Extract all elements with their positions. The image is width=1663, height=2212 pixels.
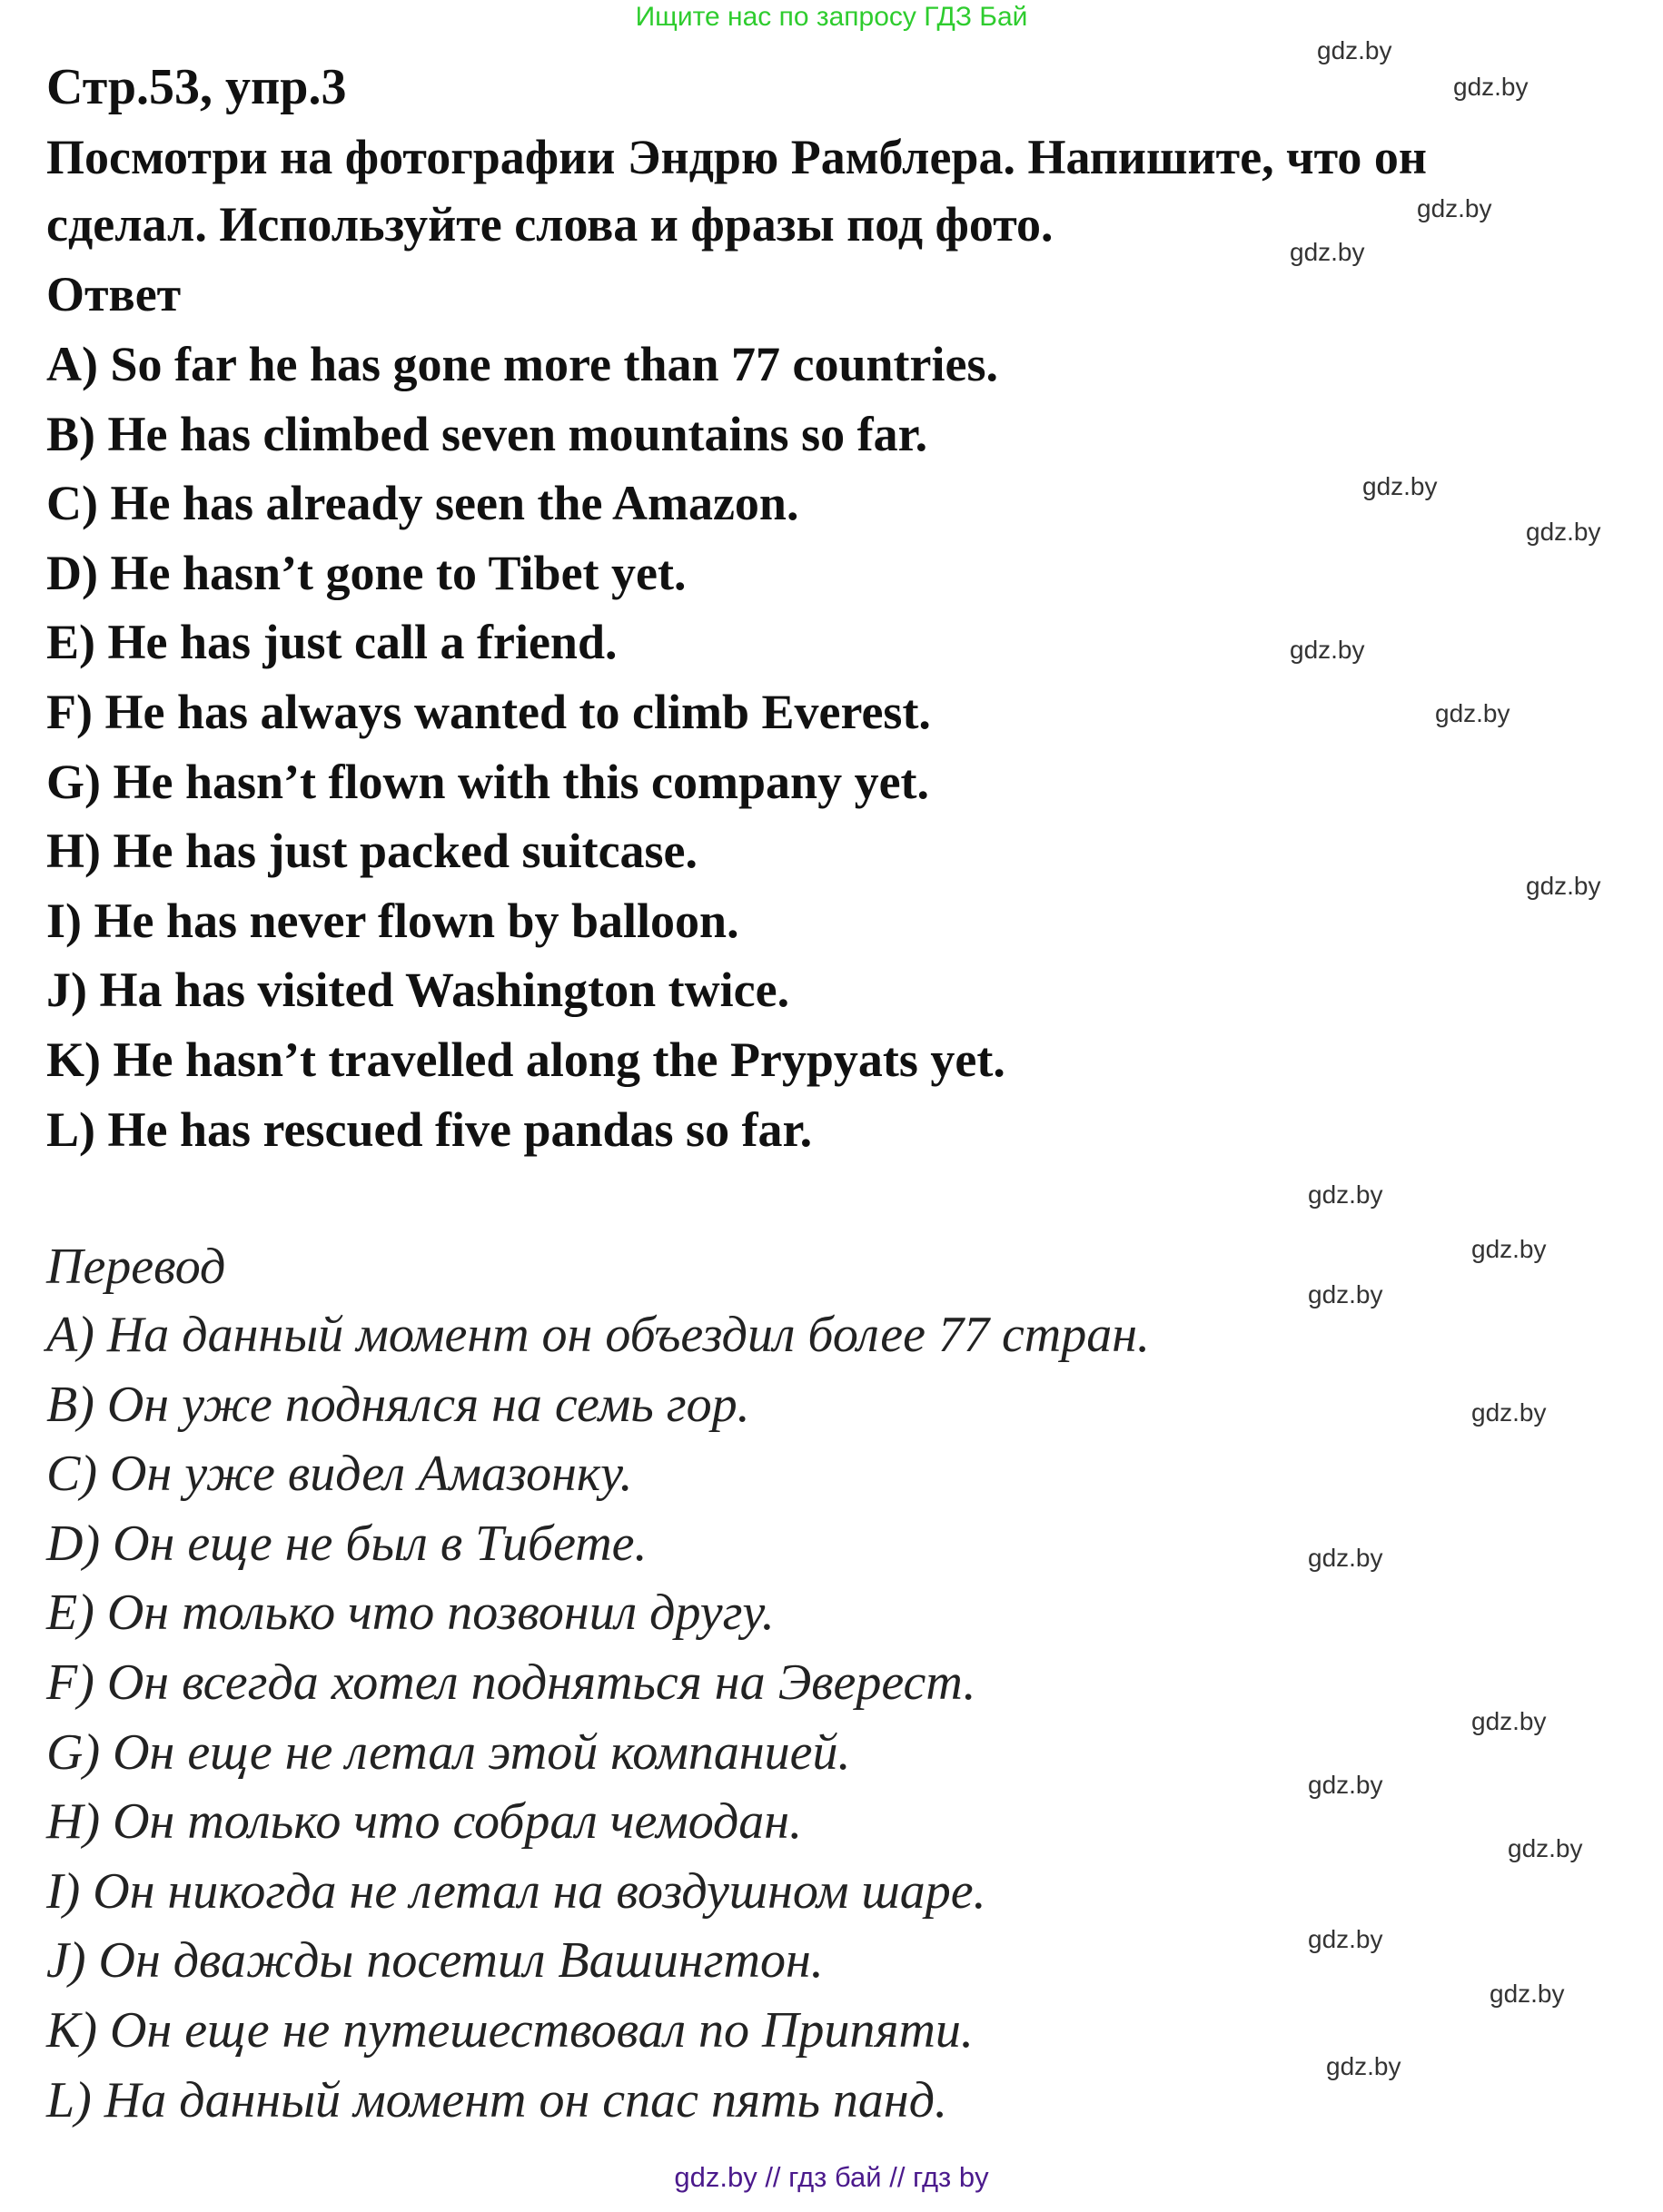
footer-links: gdz.by // гдз бай // гдз by [674,2161,989,2193]
translation-line: B) Он уже поднялся на семь гор. [46,1376,750,1433]
translation-line: E) Он только что позвонил другу. [46,1585,775,1642]
watermark: gdz.by [1317,36,1392,64]
translation-line: A) На данный момент он объездил более 77 стран. [46,1307,1151,1363]
watermark: gdz.by [1417,194,1492,222]
translation-line: C) Он уже видел Амазонку. [46,1446,633,1503]
watermark: gdz.by [1471,1398,1547,1427]
translation-line: L) На данный момент он спас пять панд. [46,2071,948,2128]
answer-line: K) He hasn’t travelled along the Prypyats yet. [46,1032,1005,1087]
answer-line: L) He has rescued five pandas so far. [46,1101,813,1157]
watermark: gdz.by [1308,1544,1383,1572]
translation-line: G) Он еще не летал этой компанией. [46,1723,851,1781]
watermark: gdz.by [1362,472,1438,500]
search-banner: Ищите нас по запросу ГДЗ Бай [635,2,1028,32]
watermark: gdz.by [1326,2052,1401,2080]
watermark: gdz.by [1471,1707,1547,1735]
answer-heading: Ответ [46,267,182,321]
answer-line: F) He has always wanted to climb Everest. [46,685,931,739]
watermark: gdz.by [1290,238,1365,266]
answer-line: B) He has climbed seven mountains so far. [46,406,928,461]
watermark: gdz.by [1290,636,1365,664]
watermark: gdz.by [1435,699,1510,727]
answer-line: E) He has just call a friend. [46,615,618,670]
answer-line: I) He has never flown by balloon. [46,893,739,948]
watermark: gdz.by [1308,1180,1383,1209]
watermark: gdz.by [1471,1235,1547,1263]
watermark: gdz.by [1526,518,1601,546]
watermark: gdz.by [1308,1925,1383,1953]
answer-line: G) He hasn’t flown with this company yet. [46,754,930,809]
watermark: gdz.by [1526,872,1601,900]
watermark: gdz.by [1308,1771,1383,1799]
answer-line: A) So far he has gone more than 77 countries. [46,337,998,391]
translation-line: J) Он дважды посетил Вашингтон. [46,1932,824,1990]
watermark: gdz.by [1453,73,1529,101]
task-line-1: Посмотри на фотографии Эндрю Рамблера. Напишите, что он [46,130,1428,184]
page-title: Стр.53, упр.3 [46,59,347,115]
watermark: gdz.by [1490,1980,1565,2008]
task-line-2: сделал. Используйте слова и фразы под фото. [46,197,1054,252]
translation-line: H) Он только что собрал чемодан. [46,1793,803,1851]
answer-line: D) He hasn’t gone to Tibet yet. [46,545,687,600]
answer-line: H) He has just packed suitcase. [46,824,698,879]
translation-line: I) Он никогда не летал на воздушном шаре. [46,1862,986,1920]
translation-heading: Перевод [46,1239,226,1295]
watermark: gdz.by [1308,1280,1383,1308]
answer-line: J) Ha has visited Washington twice. [46,963,790,1018]
watermark: gdz.by [1508,1834,1583,1862]
translation-line: F) Он всегда хотел подняться на Эверест. [46,1654,976,1711]
answer-line: C) He has already seen the Amazon. [46,476,799,531]
translation-line: K) Он еще не путешествовал по Припяти. [46,2002,974,2059]
translation-line: D) Он еще не был в Тибете. [46,1515,648,1572]
